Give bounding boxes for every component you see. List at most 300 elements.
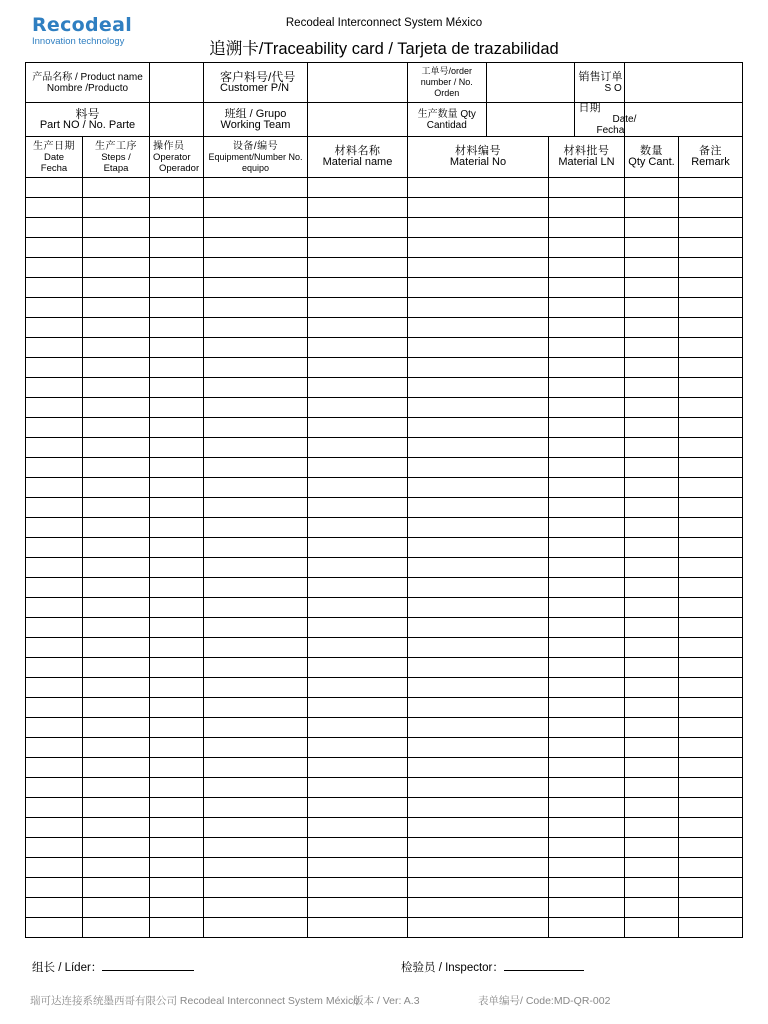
table-cell[interactable]	[625, 238, 679, 258]
table-cell[interactable]	[204, 178, 308, 198]
table-cell[interactable]	[83, 618, 150, 638]
table-cell[interactable]	[83, 858, 150, 878]
table-cell[interactable]	[679, 218, 743, 238]
table-cell[interactable]	[625, 218, 679, 238]
table-cell[interactable]	[625, 918, 679, 938]
table-cell[interactable]	[83, 738, 150, 758]
table-cell[interactable]	[308, 198, 408, 218]
table-cell[interactable]	[204, 598, 308, 618]
table-cell[interactable]	[679, 278, 743, 298]
table-cell[interactable]	[308, 718, 408, 738]
table-cell[interactable]	[83, 418, 150, 438]
table-cell[interactable]	[549, 818, 625, 838]
table-cell[interactable]	[204, 558, 308, 578]
table-cell[interactable]	[549, 418, 625, 438]
table-cell[interactable]	[625, 718, 679, 738]
table-cell[interactable]	[549, 218, 625, 238]
table-cell[interactable]	[204, 458, 308, 478]
table-cell[interactable]	[83, 878, 150, 898]
table-cell[interactable]	[83, 458, 150, 478]
table-cell[interactable]	[150, 418, 204, 438]
table-cell[interactable]	[308, 878, 408, 898]
table-cell[interactable]	[408, 578, 549, 598]
table-cell[interactable]	[408, 758, 549, 778]
table-cell[interactable]	[549, 198, 625, 218]
table-cell[interactable]	[308, 738, 408, 758]
table-cell[interactable]	[26, 418, 83, 438]
table-cell[interactable]	[204, 758, 308, 778]
table-cell[interactable]	[408, 798, 549, 818]
table-cell[interactable]	[204, 338, 308, 358]
table-cell[interactable]	[150, 458, 204, 478]
table-cell[interactable]	[26, 378, 83, 398]
table-cell[interactable]	[26, 218, 83, 238]
table-cell[interactable]	[625, 438, 679, 458]
table-cell[interactable]	[26, 298, 83, 318]
table-cell[interactable]	[83, 778, 150, 798]
table-cell[interactable]	[549, 638, 625, 658]
table-cell[interactable]	[549, 378, 625, 398]
table-cell[interactable]	[549, 578, 625, 598]
table-cell[interactable]	[204, 218, 308, 238]
table-cell[interactable]	[625, 278, 679, 298]
table-cell[interactable]	[26, 558, 83, 578]
table-cell[interactable]	[204, 618, 308, 638]
table-cell[interactable]	[408, 658, 549, 678]
table-cell[interactable]	[150, 438, 204, 458]
table-cell[interactable]	[549, 678, 625, 698]
table-cell[interactable]	[625, 858, 679, 878]
table-cell[interactable]	[679, 898, 743, 918]
table-cell[interactable]	[150, 878, 204, 898]
table-cell[interactable]	[679, 378, 743, 398]
table-cell[interactable]	[308, 338, 408, 358]
table-cell[interactable]	[83, 238, 150, 258]
table-cell[interactable]	[83, 698, 150, 718]
table-cell[interactable]	[549, 178, 625, 198]
sales-order-value[interactable]	[625, 63, 743, 103]
table-cell[interactable]	[625, 678, 679, 698]
table-cell[interactable]	[408, 878, 549, 898]
table-cell[interactable]	[150, 778, 204, 798]
table-cell[interactable]	[26, 178, 83, 198]
table-cell[interactable]	[308, 678, 408, 698]
table-cell[interactable]	[308, 318, 408, 338]
table-cell[interactable]	[308, 278, 408, 298]
table-cell[interactable]	[679, 258, 743, 278]
table-cell[interactable]	[549, 618, 625, 638]
table-cell[interactable]	[204, 738, 308, 758]
table-cell[interactable]	[308, 818, 408, 838]
table-cell[interactable]	[204, 778, 308, 798]
table-cell[interactable]	[679, 718, 743, 738]
table-cell[interactable]	[83, 298, 150, 318]
table-cell[interactable]	[308, 218, 408, 238]
table-cell[interactable]	[679, 438, 743, 458]
table-cell[interactable]	[408, 838, 549, 858]
inspector-signature-line[interactable]	[504, 960, 584, 971]
table-cell[interactable]	[549, 778, 625, 798]
table-cell[interactable]	[625, 878, 679, 898]
table-cell[interactable]	[26, 678, 83, 698]
table-cell[interactable]	[549, 558, 625, 578]
table-cell[interactable]	[679, 918, 743, 938]
table-cell[interactable]	[549, 918, 625, 938]
table-cell[interactable]	[150, 758, 204, 778]
table-cell[interactable]	[679, 458, 743, 478]
table-cell[interactable]	[26, 518, 83, 538]
table-cell[interactable]	[679, 498, 743, 518]
table-cell[interactable]	[308, 458, 408, 478]
table-cell[interactable]	[408, 778, 549, 798]
table-cell[interactable]	[150, 318, 204, 338]
table-cell[interactable]	[150, 918, 204, 938]
table-cell[interactable]	[26, 838, 83, 858]
table-cell[interactable]	[204, 538, 308, 558]
table-cell[interactable]	[408, 478, 549, 498]
table-cell[interactable]	[679, 298, 743, 318]
table-cell[interactable]	[408, 858, 549, 878]
table-cell[interactable]	[308, 378, 408, 398]
table-cell[interactable]	[679, 598, 743, 618]
table-cell[interactable]	[308, 778, 408, 798]
table-cell[interactable]	[150, 398, 204, 418]
table-cell[interactable]	[26, 198, 83, 218]
table-cell[interactable]	[83, 638, 150, 658]
table-cell[interactable]	[625, 458, 679, 478]
table-cell[interactable]	[26, 898, 83, 918]
table-cell[interactable]	[549, 758, 625, 778]
table-cell[interactable]	[625, 538, 679, 558]
table-cell[interactable]	[83, 258, 150, 278]
table-cell[interactable]	[308, 758, 408, 778]
table-cell[interactable]	[308, 478, 408, 498]
table-cell[interactable]	[308, 578, 408, 598]
table-cell[interactable]	[549, 458, 625, 478]
table-cell[interactable]	[625, 498, 679, 518]
table-cell[interactable]	[150, 338, 204, 358]
table-cell[interactable]	[204, 258, 308, 278]
table-cell[interactable]	[408, 398, 549, 418]
table-cell[interactable]	[549, 538, 625, 558]
table-cell[interactable]	[150, 218, 204, 238]
table-cell[interactable]	[625, 618, 679, 638]
table-cell[interactable]	[150, 898, 204, 918]
table-cell[interactable]	[150, 578, 204, 598]
table-cell[interactable]	[549, 258, 625, 278]
table-cell[interactable]	[26, 478, 83, 498]
table-cell[interactable]	[408, 738, 549, 758]
table-cell[interactable]	[679, 778, 743, 798]
table-cell[interactable]	[150, 598, 204, 618]
table-cell[interactable]	[625, 578, 679, 598]
table-cell[interactable]	[408, 618, 549, 638]
table-cell[interactable]	[26, 718, 83, 738]
table-cell[interactable]	[549, 738, 625, 758]
table-cell[interactable]	[679, 818, 743, 838]
table-cell[interactable]	[625, 638, 679, 658]
table-cell[interactable]	[679, 878, 743, 898]
table-cell[interactable]	[308, 498, 408, 518]
table-cell[interactable]	[150, 638, 204, 658]
table-cell[interactable]	[679, 358, 743, 378]
table-cell[interactable]	[150, 618, 204, 638]
table-cell[interactable]	[625, 298, 679, 318]
table-cell[interactable]	[625, 338, 679, 358]
table-cell[interactable]	[408, 518, 549, 538]
table-cell[interactable]	[26, 698, 83, 718]
table-cell[interactable]	[83, 818, 150, 838]
table-cell[interactable]	[26, 578, 83, 598]
table-cell[interactable]	[204, 798, 308, 818]
table-cell[interactable]	[679, 538, 743, 558]
table-cell[interactable]	[150, 538, 204, 558]
table-cell[interactable]	[26, 498, 83, 518]
table-cell[interactable]	[26, 438, 83, 458]
table-cell[interactable]	[26, 918, 83, 938]
table-cell[interactable]	[549, 658, 625, 678]
table-cell[interactable]	[83, 658, 150, 678]
table-cell[interactable]	[625, 658, 679, 678]
table-cell[interactable]	[408, 198, 549, 218]
table-cell[interactable]	[625, 358, 679, 378]
table-cell[interactable]	[150, 298, 204, 318]
table-cell[interactable]	[549, 518, 625, 538]
table-cell[interactable]	[26, 858, 83, 878]
table-cell[interactable]	[308, 538, 408, 558]
table-cell[interactable]	[83, 598, 150, 618]
table-cell[interactable]	[83, 178, 150, 198]
table-cell[interactable]	[549, 298, 625, 318]
table-cell[interactable]	[408, 418, 549, 438]
table-cell[interactable]	[625, 898, 679, 918]
table-cell[interactable]	[625, 738, 679, 758]
table-cell[interactable]	[679, 638, 743, 658]
table-cell[interactable]	[549, 338, 625, 358]
table-cell[interactable]	[408, 278, 549, 298]
table-cell[interactable]	[204, 878, 308, 898]
table-cell[interactable]	[679, 578, 743, 598]
table-cell[interactable]	[408, 818, 549, 838]
table-cell[interactable]	[549, 318, 625, 338]
table-cell[interactable]	[83, 198, 150, 218]
table-cell[interactable]	[625, 378, 679, 398]
table-cell[interactable]	[679, 338, 743, 358]
table-cell[interactable]	[408, 538, 549, 558]
customer-pn-value[interactable]	[308, 63, 408, 103]
table-cell[interactable]	[204, 358, 308, 378]
table-cell[interactable]	[549, 798, 625, 818]
product-name-value[interactable]	[150, 63, 204, 103]
table-cell[interactable]	[308, 858, 408, 878]
table-cell[interactable]	[549, 278, 625, 298]
table-cell[interactable]	[308, 898, 408, 918]
table-cell[interactable]	[408, 918, 549, 938]
table-cell[interactable]	[408, 338, 549, 358]
table-cell[interactable]	[150, 698, 204, 718]
table-cell[interactable]	[204, 298, 308, 318]
table-cell[interactable]	[83, 338, 150, 358]
table-cell[interactable]	[83, 798, 150, 818]
table-cell[interactable]	[408, 178, 549, 198]
table-cell[interactable]	[204, 438, 308, 458]
table-cell[interactable]	[83, 898, 150, 918]
table-cell[interactable]	[83, 358, 150, 378]
table-cell[interactable]	[625, 838, 679, 858]
table-cell[interactable]	[408, 638, 549, 658]
table-cell[interactable]	[408, 238, 549, 258]
table-cell[interactable]	[408, 598, 549, 618]
table-cell[interactable]	[204, 638, 308, 658]
table-cell[interactable]	[83, 218, 150, 238]
table-cell[interactable]	[150, 358, 204, 378]
table-cell[interactable]	[204, 198, 308, 218]
table-cell[interactable]	[150, 178, 204, 198]
table-cell[interactable]	[625, 598, 679, 618]
table-cell[interactable]	[204, 478, 308, 498]
table-cell[interactable]	[26, 258, 83, 278]
table-cell[interactable]	[549, 398, 625, 418]
table-cell[interactable]	[83, 918, 150, 938]
table-cell[interactable]	[204, 918, 308, 938]
table-cell[interactable]	[308, 418, 408, 438]
table-cell[interactable]	[26, 598, 83, 618]
table-cell[interactable]	[408, 358, 549, 378]
table-cell[interactable]	[625, 758, 679, 778]
table-cell[interactable]	[308, 298, 408, 318]
working-team-value[interactable]	[308, 103, 408, 137]
table-cell[interactable]	[150, 238, 204, 258]
table-cell[interactable]	[408, 318, 549, 338]
table-cell[interactable]	[308, 598, 408, 618]
table-cell[interactable]	[83, 538, 150, 558]
table-cell[interactable]	[625, 798, 679, 818]
table-cell[interactable]	[204, 378, 308, 398]
table-cell[interactable]	[679, 178, 743, 198]
table-cell[interactable]	[679, 398, 743, 418]
table-cell[interactable]	[625, 818, 679, 838]
table-cell[interactable]	[83, 718, 150, 738]
table-cell[interactable]	[308, 698, 408, 718]
table-cell[interactable]	[308, 178, 408, 198]
table-cell[interactable]	[83, 378, 150, 398]
table-cell[interactable]	[679, 238, 743, 258]
table-cell[interactable]	[308, 558, 408, 578]
table-cell[interactable]	[204, 238, 308, 258]
table-cell[interactable]	[625, 198, 679, 218]
table-cell[interactable]	[150, 258, 204, 278]
table-cell[interactable]	[679, 838, 743, 858]
table-cell[interactable]	[26, 278, 83, 298]
table-cell[interactable]	[408, 378, 549, 398]
table-cell[interactable]	[408, 558, 549, 578]
table-cell[interactable]	[549, 238, 625, 258]
table-cell[interactable]	[408, 698, 549, 718]
table-cell[interactable]	[204, 858, 308, 878]
table-cell[interactable]	[26, 798, 83, 818]
table-cell[interactable]	[308, 358, 408, 378]
table-cell[interactable]	[26, 738, 83, 758]
table-cell[interactable]	[308, 398, 408, 418]
table-cell[interactable]	[26, 358, 83, 378]
table-cell[interactable]	[679, 318, 743, 338]
table-cell[interactable]	[679, 758, 743, 778]
table-cell[interactable]	[549, 718, 625, 738]
table-cell[interactable]	[625, 698, 679, 718]
table-cell[interactable]	[549, 878, 625, 898]
table-cell[interactable]	[150, 838, 204, 858]
table-cell[interactable]	[26, 638, 83, 658]
table-cell[interactable]	[679, 618, 743, 638]
table-cell[interactable]	[26, 338, 83, 358]
table-cell[interactable]	[679, 798, 743, 818]
table-cell[interactable]	[204, 838, 308, 858]
quantity-value[interactable]	[486, 103, 574, 136]
table-cell[interactable]	[408, 218, 549, 238]
table-cell[interactable]	[26, 318, 83, 338]
table-cell[interactable]	[308, 238, 408, 258]
table-cell[interactable]	[625, 258, 679, 278]
table-cell[interactable]	[26, 778, 83, 798]
table-cell[interactable]	[679, 658, 743, 678]
table-cell[interactable]	[83, 558, 150, 578]
table-cell[interactable]	[150, 478, 204, 498]
table-cell[interactable]	[26, 758, 83, 778]
table-cell[interactable]	[26, 878, 83, 898]
table-cell[interactable]	[625, 418, 679, 438]
table-cell[interactable]	[549, 858, 625, 878]
table-cell[interactable]	[83, 518, 150, 538]
table-cell[interactable]	[204, 498, 308, 518]
table-cell[interactable]	[83, 438, 150, 458]
table-cell[interactable]	[549, 838, 625, 858]
leader-signature-line[interactable]	[102, 960, 194, 971]
table-cell[interactable]	[150, 658, 204, 678]
table-cell[interactable]	[83, 278, 150, 298]
table-cell[interactable]	[26, 238, 83, 258]
table-cell[interactable]	[150, 678, 204, 698]
table-cell[interactable]	[150, 498, 204, 518]
table-cell[interactable]	[204, 398, 308, 418]
table-cell[interactable]	[150, 518, 204, 538]
date-value[interactable]	[625, 103, 743, 137]
table-cell[interactable]	[204, 898, 308, 918]
table-cell[interactable]	[204, 278, 308, 298]
table-cell[interactable]	[625, 178, 679, 198]
table-cell[interactable]	[408, 258, 549, 278]
table-cell[interactable]	[679, 698, 743, 718]
table-cell[interactable]	[26, 658, 83, 678]
table-cell[interactable]	[549, 698, 625, 718]
table-cell[interactable]	[408, 898, 549, 918]
order-number-value[interactable]	[486, 63, 574, 102]
table-cell[interactable]	[625, 478, 679, 498]
table-cell[interactable]	[308, 918, 408, 938]
table-cell[interactable]	[204, 818, 308, 838]
table-cell[interactable]	[308, 798, 408, 818]
table-cell[interactable]	[408, 718, 549, 738]
table-cell[interactable]	[308, 438, 408, 458]
table-cell[interactable]	[308, 518, 408, 538]
table-cell[interactable]	[83, 758, 150, 778]
table-cell[interactable]	[83, 498, 150, 518]
table-cell[interactable]	[26, 618, 83, 638]
table-cell[interactable]	[150, 378, 204, 398]
table-cell[interactable]	[83, 318, 150, 338]
table-cell[interactable]	[83, 398, 150, 418]
table-cell[interactable]	[150, 738, 204, 758]
table-cell[interactable]	[625, 518, 679, 538]
